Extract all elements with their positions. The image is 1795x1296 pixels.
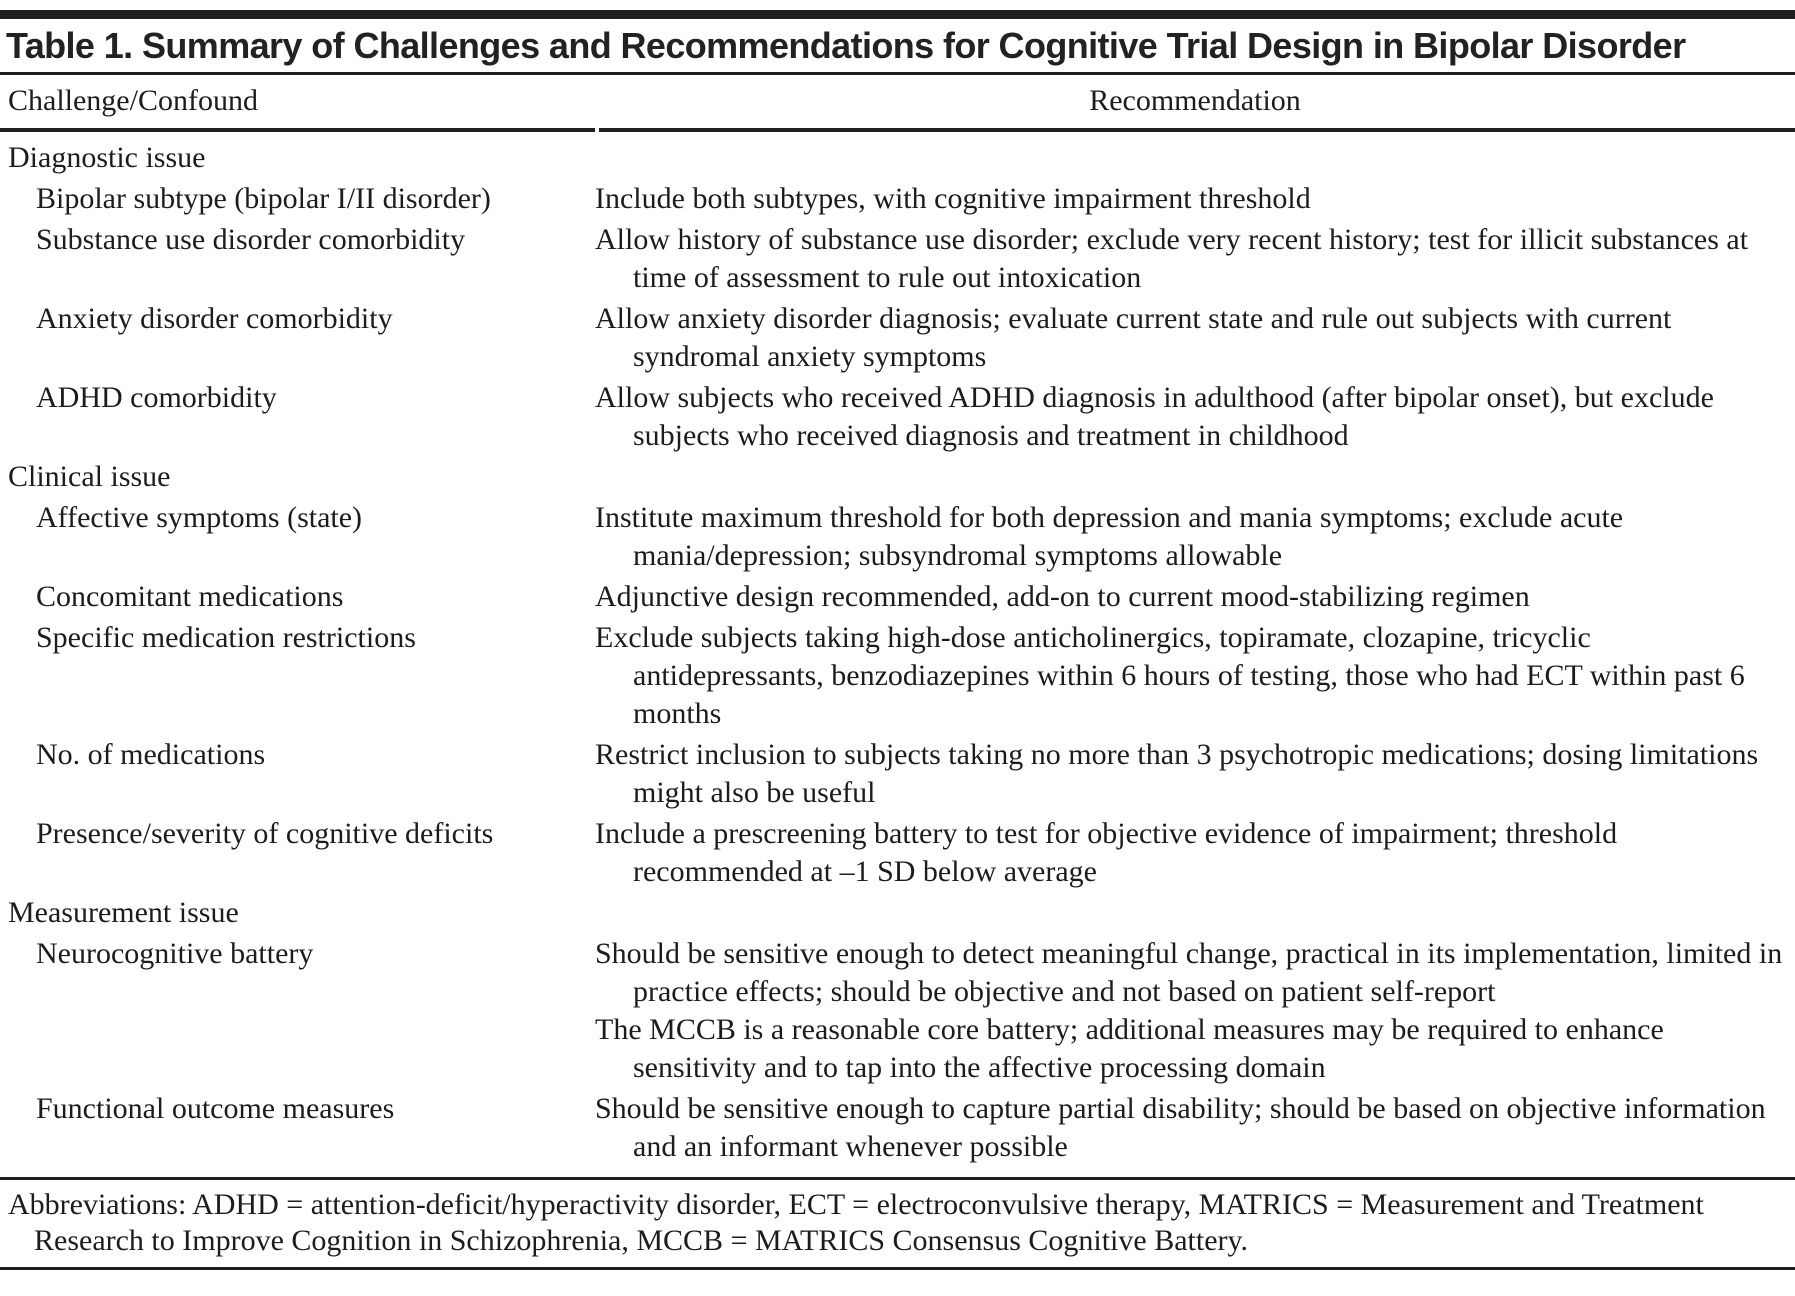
recommendation-cell bbox=[595, 815, 1795, 891]
recommendation-paragraph: Institute maximum threshold for both depression and mania symptoms; exclude acute mania/depression; subsyndromal symptoms allowable bbox=[595, 501, 1624, 572]
footnote-top-rule bbox=[0, 1177, 1795, 1180]
section-label-measurement: Measurement issue bbox=[8, 896, 239, 929]
section-label-clinical: Clinical issue bbox=[8, 460, 171, 493]
recommendation-cell bbox=[595, 736, 1795, 812]
section-label-diagnostic: Diagnostic issue bbox=[8, 141, 206, 174]
challenge-cell: ADHD comorbidity bbox=[36, 381, 277, 414]
table-row bbox=[0, 300, 1795, 376]
recommendation-cell bbox=[595, 578, 1795, 616]
recommendation-paragraph: Should be sensitive enough to detect meaningful change, practical in its implementation, limited in practice effects; should be objective and not based on patient self-report bbox=[595, 937, 1783, 1008]
table-row bbox=[0, 578, 1795, 616]
table-row bbox=[0, 619, 1795, 733]
challenge-cell: Presence/severity of cognitive deficits bbox=[36, 817, 494, 850]
recommendation-paragraph: Exclude subjects taking high-dose anticholinergics, topiramate, clozapine, tricyclic antidepressants, benzodiazepines within 6 hours of testing, those who had ECT within past 6 months bbox=[595, 621, 1745, 730]
challenge-cell: Specific medication restrictions bbox=[36, 621, 416, 654]
recommendation-paragraph: Adjunctive design recommended, add-on to current mood-stabilizing regimen bbox=[595, 580, 1530, 613]
recommendation-paragraph: The MCCB is a reasonable core battery; additional measures may be required to enhance sensitivity and to tap into the affective processing domain bbox=[595, 1013, 1664, 1084]
column-header-challenge: Challenge/Confound bbox=[8, 84, 258, 117]
recommendation-paragraph: Include both subtypes, with cognitive impairment threshold bbox=[595, 182, 1311, 215]
column-header-recommendation: Recommendation bbox=[1089, 84, 1301, 117]
recommendation-cell bbox=[595, 935, 1795, 1087]
recommendation-cell bbox=[595, 180, 1795, 218]
table-row bbox=[0, 180, 1795, 218]
table-row bbox=[0, 736, 1795, 812]
recommendation-cell bbox=[595, 619, 1795, 733]
bottom-rule bbox=[0, 1267, 1795, 1270]
top-rule bbox=[0, 10, 1795, 19]
recommendation-paragraph: Restrict inclusion to subjects taking no more than 3 psychotropic medications; dosing limitations might also be useful bbox=[595, 738, 1759, 809]
table-row bbox=[0, 935, 1795, 1087]
table-row bbox=[0, 379, 1795, 455]
recommendation-paragraph: Allow history of substance use disorder; exclude very recent history; test for illicit substances at time of assessment to rule out intoxication bbox=[595, 223, 1749, 294]
recommendation-paragraph: Should be sensitive enough to capture partial disability; should be based on objective information and an informant whenever possible bbox=[595, 1092, 1766, 1163]
recommendation-paragraph: Allow subjects who received ADHD diagnosis in adulthood (after bipolar onset), but exclude subjects who received diagnosis and treatment in childhood bbox=[595, 381, 1714, 452]
challenge-cell: Neurocognitive battery bbox=[36, 937, 314, 970]
challenge-cell: No. of medications bbox=[36, 738, 266, 771]
table-row bbox=[0, 221, 1795, 297]
challenge-cell: Bipolar subtype (bipolar I/II disorder) bbox=[36, 182, 491, 215]
recommendation-cell bbox=[595, 300, 1795, 376]
recommendation-paragraph: Include a prescreening battery to test for objective evidence of impairment; threshold recommended at –1 SD below average bbox=[595, 817, 1618, 888]
recommendation-cell bbox=[595, 499, 1795, 575]
challenge-cell: Functional outcome measures bbox=[36, 1092, 395, 1125]
table-row bbox=[0, 499, 1795, 575]
recommendation-cell bbox=[595, 1090, 1795, 1166]
recommendation-cell bbox=[595, 379, 1795, 455]
recommendation-paragraph: Allow anxiety disorder diagnosis; evaluate current state and rule out subjects with current syndromal anxiety symptoms bbox=[595, 302, 1672, 373]
challenge-cell: Substance use disorder comorbidity bbox=[36, 223, 466, 256]
challenge-cell: Concomitant medications bbox=[36, 580, 344, 613]
table-row bbox=[0, 1090, 1795, 1166]
table-row bbox=[0, 815, 1795, 891]
recommendation-cell bbox=[595, 221, 1795, 297]
abbreviations-footnote: Abbreviations: ADHD = attention-deficit/hyperactivity disorder, ECT = electroconvulsive therapy, MATRICS = Measurement and Treatment Research to Improve Cognition in Schizophrenia, MCCB = MATRICS Consensus Cognitive Battery. bbox=[8, 1188, 1704, 1257]
table-body bbox=[0, 132, 1795, 1166]
challenge-cell: Affective symptoms (state) bbox=[36, 501, 363, 534]
column-header-row bbox=[0, 75, 1795, 128]
table-title: Table 1. Summary of Challenges and Recommendations for Cognitive Trial Design in Bipolar Disorder bbox=[6, 25, 1686, 66]
challenge-cell: Anxiety disorder comorbidity bbox=[36, 302, 393, 335]
